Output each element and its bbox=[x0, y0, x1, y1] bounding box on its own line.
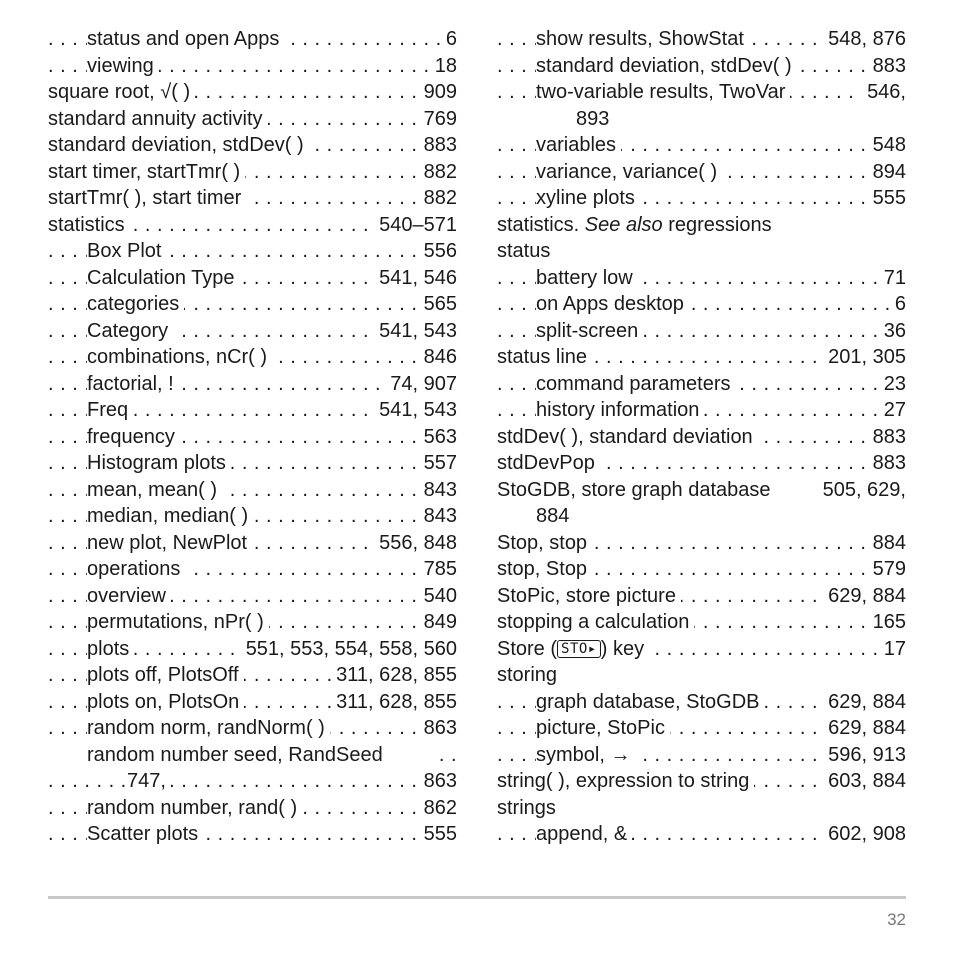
index-term: Stop, stop bbox=[497, 532, 592, 554]
index-term: permutations, nPr( ) bbox=[87, 611, 269, 633]
index-term: graph database, StoGDB bbox=[536, 691, 764, 713]
index-term: overview bbox=[87, 585, 171, 607]
index-entry bbox=[48, 344, 457, 371]
index-pages: 846 bbox=[419, 344, 457, 371]
index-term: split-screen bbox=[536, 320, 643, 342]
index-term: standard deviation, stdDev( ) bbox=[48, 134, 309, 156]
index-pages: 6 bbox=[441, 26, 457, 53]
index-entry bbox=[497, 609, 906, 636]
index-entry bbox=[48, 291, 457, 318]
index-entry bbox=[48, 450, 457, 477]
index-entry bbox=[48, 662, 457, 689]
index-entry bbox=[48, 715, 457, 742]
index-entry bbox=[497, 26, 906, 53]
index-term: strings bbox=[497, 796, 556, 819]
index-entry bbox=[48, 742, 457, 769]
index-pages: 603, 884 bbox=[823, 768, 906, 795]
index-pages: 596, 913 bbox=[823, 742, 906, 769]
index-pages: 541, 546 bbox=[374, 265, 457, 292]
index-pages: 629, 884 bbox=[823, 715, 906, 742]
index-entry bbox=[497, 715, 906, 742]
index-entry bbox=[497, 79, 906, 106]
index-pages: 71 bbox=[879, 265, 906, 292]
index-term: random norm, randNorm( ) bbox=[87, 717, 330, 739]
index-entry bbox=[48, 212, 457, 239]
index-pages: 843 bbox=[419, 477, 457, 504]
index-pages: 883 bbox=[868, 450, 906, 477]
index-pages: 17 bbox=[879, 636, 906, 663]
index-entry bbox=[48, 795, 457, 822]
index-term: combinations, nCr( ) bbox=[87, 346, 272, 368]
index-entry bbox=[48, 768, 457, 795]
index-term: Scatter plots bbox=[87, 823, 203, 845]
index-entry bbox=[497, 212, 906, 239]
index-term: StoGDB, store graph database bbox=[497, 478, 771, 501]
index-entry bbox=[48, 424, 457, 451]
index-term: Freq bbox=[87, 399, 133, 421]
index-pages: 883 bbox=[419, 132, 457, 159]
index-term: Histogram plots bbox=[87, 452, 231, 474]
index-column-right bbox=[497, 26, 906, 848]
index-term: stopping a calculation bbox=[497, 611, 694, 633]
index-term: status and open Apps bbox=[87, 28, 284, 50]
index-entry bbox=[497, 662, 906, 689]
index-term: 747, bbox=[127, 770, 171, 792]
index-pages: 883 bbox=[868, 424, 906, 451]
index-entry bbox=[497, 159, 906, 186]
index-pages: 629, 884 bbox=[823, 689, 906, 716]
index-term: StoPic, store picture bbox=[497, 585, 681, 607]
index-term: 884 bbox=[536, 505, 570, 527]
index-term: statistics. See also regressions bbox=[497, 213, 772, 236]
index-term: variance, variance( ) bbox=[536, 161, 722, 183]
index-pages: 557 bbox=[419, 450, 457, 477]
index-pages: 74, 907 bbox=[385, 371, 457, 398]
index-term: stdDevPop bbox=[497, 452, 600, 474]
index-entry bbox=[497, 53, 906, 80]
index-term: start timer, startTmr( ) bbox=[48, 161, 245, 183]
index-pages: 894 bbox=[868, 159, 906, 186]
index-term: Box Plot bbox=[87, 240, 166, 262]
index-entry bbox=[497, 636, 906, 663]
index-entry bbox=[497, 238, 906, 265]
index-entry bbox=[497, 106, 906, 133]
index-pages: 563 bbox=[419, 424, 457, 451]
index-entry bbox=[48, 238, 457, 265]
index-entry bbox=[48, 79, 457, 106]
index-entry bbox=[48, 397, 457, 424]
index-pages: 849 bbox=[419, 609, 457, 636]
index-entry bbox=[497, 689, 906, 716]
index-term: Category bbox=[87, 320, 173, 342]
index-pages: 505, 629, bbox=[822, 478, 906, 501]
index-term: square root, √( ) bbox=[48, 81, 195, 103]
index-entry bbox=[48, 583, 457, 610]
index-term: plots bbox=[87, 638, 134, 660]
index-entry bbox=[497, 371, 906, 398]
index-pages: 548 bbox=[868, 132, 906, 159]
index-entry bbox=[497, 821, 906, 848]
index-entry bbox=[497, 132, 906, 159]
index-pages: 311, 628, 855 bbox=[331, 689, 457, 716]
index-column-left bbox=[48, 26, 457, 848]
index-entry bbox=[497, 742, 906, 769]
index-entry bbox=[497, 583, 906, 610]
index-pages: 565 bbox=[419, 291, 457, 318]
index-term: plots off, PlotsOff bbox=[87, 664, 244, 686]
index-entry bbox=[48, 53, 457, 80]
index-term: statistics bbox=[48, 214, 130, 236]
index-term: show results, ShowStat bbox=[536, 28, 749, 50]
index-pages: 769 bbox=[419, 106, 457, 133]
index-entry bbox=[497, 318, 906, 345]
index-entry bbox=[48, 503, 457, 530]
index-pages: 602, 908 bbox=[823, 821, 906, 848]
index-pages: 165 bbox=[868, 609, 906, 636]
index-term: 893 bbox=[576, 107, 610, 130]
index-entry bbox=[497, 344, 906, 371]
index-term: frequency bbox=[87, 426, 180, 448]
index-pages: 540–571 bbox=[374, 212, 457, 239]
index-entry bbox=[48, 371, 457, 398]
index-entry bbox=[497, 795, 906, 822]
index-term: two-variable results, TwoVar bbox=[536, 81, 790, 103]
index-term: stop, Stop bbox=[497, 558, 592, 580]
index-pages: 311, 628, 855 bbox=[331, 662, 457, 689]
index-term: viewing bbox=[87, 55, 159, 77]
index-pages: 18 bbox=[430, 53, 457, 80]
index-term: status line bbox=[497, 346, 592, 368]
index-entry bbox=[497, 768, 906, 795]
index-term: stdDev( ), standard deviation bbox=[497, 426, 758, 448]
index-entry bbox=[48, 821, 457, 848]
index-term: startTmr( ), start timer bbox=[48, 187, 246, 209]
index-term: mean, mean( ) bbox=[87, 479, 222, 501]
index-entry bbox=[48, 318, 457, 345]
index-pages: 884 bbox=[868, 530, 906, 557]
index-entry bbox=[497, 291, 906, 318]
index-pages: 23 bbox=[879, 371, 906, 398]
index-term: new plot, NewPlot bbox=[87, 532, 252, 554]
index-entry bbox=[48, 132, 457, 159]
index-pages: 863 bbox=[419, 768, 457, 795]
index-term: string( ), expression to string bbox=[497, 770, 754, 792]
index-entry bbox=[48, 477, 457, 504]
index-pages: 862 bbox=[419, 795, 457, 822]
index-pages: 201, 305 bbox=[823, 344, 906, 371]
index-pages: 6 bbox=[890, 291, 906, 318]
index-entry bbox=[48, 689, 457, 716]
index-term: median, median( ) bbox=[87, 505, 253, 527]
index-entry bbox=[48, 530, 457, 557]
index-term: variables bbox=[536, 134, 621, 156]
index-term: history information bbox=[536, 399, 704, 421]
index-term: picture, StoPic bbox=[536, 717, 670, 739]
index-entry bbox=[497, 503, 906, 530]
index-term: standard annuity activity bbox=[48, 108, 268, 130]
index-entry bbox=[497, 265, 906, 292]
index-entry bbox=[48, 106, 457, 133]
index-term: Calculation Type bbox=[87, 267, 240, 289]
index-term: symbol, → bbox=[536, 744, 635, 766]
index-term: append, & bbox=[536, 823, 632, 845]
index-entry bbox=[497, 530, 906, 557]
index-term: factorial, ! bbox=[87, 373, 179, 395]
index-pages: 882 bbox=[419, 159, 457, 186]
index-pages: 36 bbox=[879, 318, 906, 345]
index-entry bbox=[48, 636, 457, 663]
index-pages: 863 bbox=[419, 715, 457, 742]
index-term: random number, rand( ) bbox=[87, 797, 302, 819]
index-term: command parameters bbox=[536, 373, 736, 395]
index-entry bbox=[497, 424, 906, 451]
index-pages: 556 bbox=[419, 238, 457, 265]
index-term: status bbox=[497, 240, 551, 262]
index-entry bbox=[497, 556, 906, 583]
index-entry bbox=[48, 265, 457, 292]
index-entry bbox=[497, 450, 906, 477]
index-entry bbox=[48, 185, 457, 212]
index-pages: 579 bbox=[868, 556, 906, 583]
index-entry bbox=[497, 477, 906, 504]
index-pages: 551, 553, 554, 558, 560 bbox=[241, 636, 457, 663]
index-term: battery low bbox=[536, 267, 638, 289]
page-number: 32 bbox=[887, 910, 906, 929]
index-entry bbox=[48, 26, 457, 53]
index-term: xyline plots bbox=[536, 187, 640, 209]
index-term: storing bbox=[497, 664, 558, 686]
index-pages: 555 bbox=[419, 821, 457, 848]
index-pages: 548, 876 bbox=[823, 26, 906, 53]
sto-key-glyph: STO▸ bbox=[557, 640, 601, 658]
index-term: Store ( STO▸ ) key bbox=[497, 638, 649, 660]
index-entry bbox=[48, 609, 457, 636]
index-pages: 556, 848 bbox=[374, 530, 457, 557]
index-pages: 541, 543 bbox=[374, 318, 457, 345]
index-term: categories bbox=[87, 293, 184, 315]
index-term: standard deviation, stdDev( ) bbox=[536, 55, 797, 77]
footer-rule bbox=[48, 896, 906, 899]
index-entry bbox=[497, 397, 906, 424]
index-pages: 882 bbox=[419, 185, 457, 212]
index-pages: 540 bbox=[419, 583, 457, 610]
index-term: operations bbox=[87, 558, 185, 580]
index-pages: 909 bbox=[419, 79, 457, 106]
index-pages: 546, bbox=[862, 79, 906, 106]
index-entry bbox=[48, 159, 457, 186]
index-term: random number seed, RandSeed bbox=[87, 743, 383, 766]
index-entry bbox=[48, 556, 457, 583]
index-pages: 629, 884 bbox=[823, 583, 906, 610]
index-pages: 883 bbox=[868, 53, 906, 80]
index-pages: 27 bbox=[879, 397, 906, 424]
index-pages: 843 bbox=[419, 503, 457, 530]
index-term: on Apps desktop bbox=[536, 293, 689, 315]
index-pages: 541, 543 bbox=[374, 397, 457, 424]
index-entry bbox=[497, 185, 906, 212]
index-term: plots on, PlotsOn bbox=[87, 691, 244, 713]
index-pages: 555 bbox=[868, 185, 906, 212]
index-pages: 785 bbox=[419, 556, 457, 583]
